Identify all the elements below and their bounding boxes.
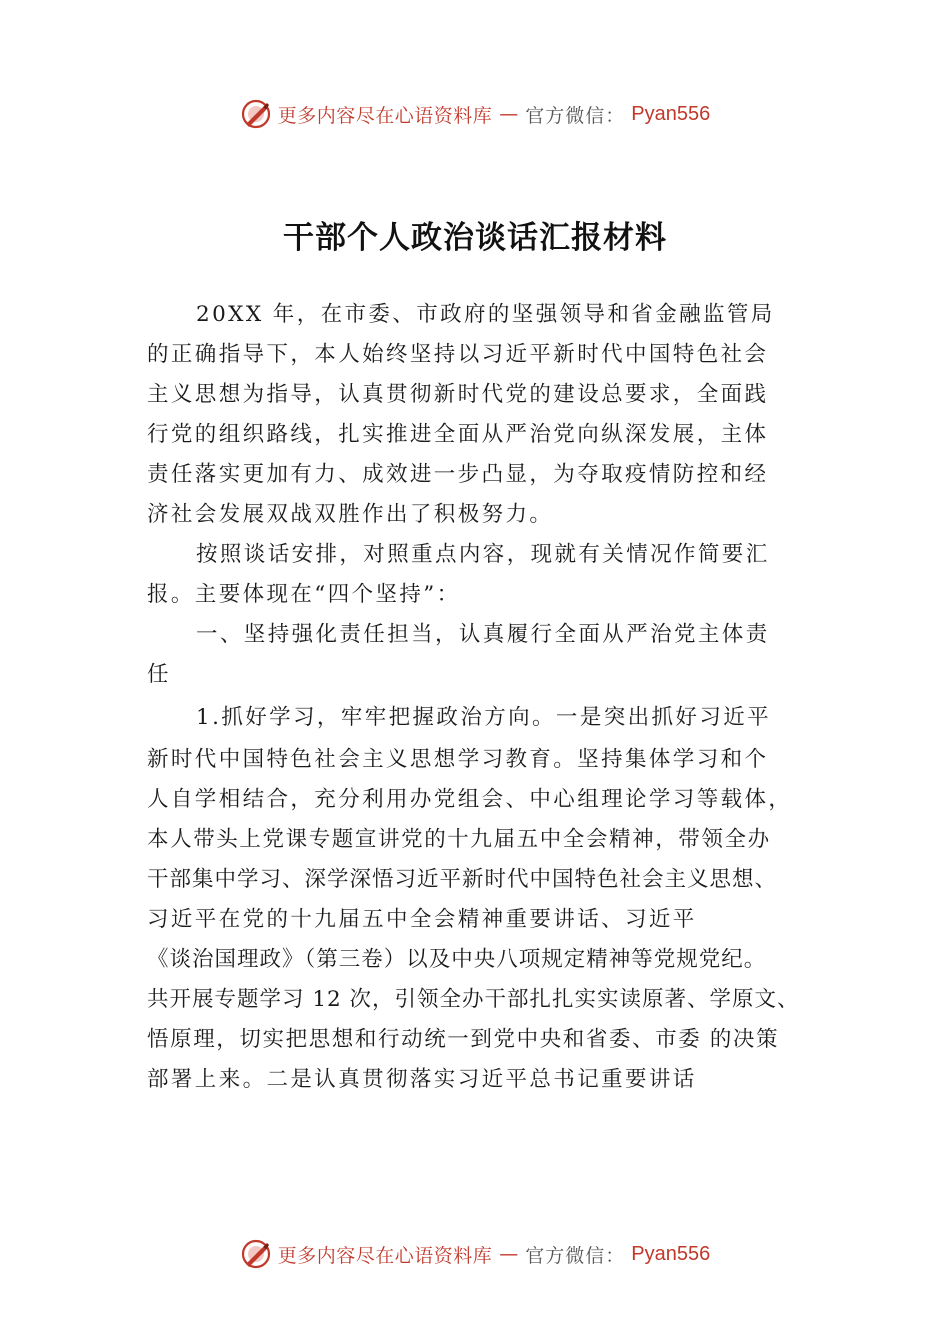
body-line: 1.抓好学习，牢牢把握政治方向。一是突出抓好习近平: [196, 705, 772, 730]
banner-main-text: 更多内容尽在心语资料库: [277, 104, 493, 127]
body-line: 行党的组织路线，扎实推进全面从严治党向纵深发展，主体: [147, 422, 769, 447]
body-line: 济社会发展双战双胜作出了积极努力。: [147, 502, 554, 527]
body-line: 人自学相结合，充分利用办党组会、中心组理论学习等载体，: [147, 787, 793, 812]
header-watermark: [0, 94, 950, 134]
body-line: 责任落实更加有力、成效进一步凸显，为夺取疫情防控和经: [147, 462, 769, 487]
banner-wechat-id: Pyan556: [631, 102, 711, 125]
body-line: 主义思想为指导，认真贯彻新时代党的建设总要求，全面践: [147, 382, 769, 407]
body-line: 《谈治国理政》（第三卷）以及中央八项规定精神等党规党纪。: [147, 947, 767, 972]
pen-circle-logo-icon: [240, 98, 272, 130]
banner-dash: —: [499, 103, 519, 125]
body-line: 共开展专题学习 12 次，引领全办干部扎扎实实读原著、学原文、: [147, 987, 800, 1012]
banner-wechat-id: Pyan556: [631, 1242, 711, 1265]
banner-dash: —: [499, 1243, 519, 1265]
banner-wechat-label: 官方微信：: [525, 1244, 626, 1267]
section-heading-line: 任: [147, 662, 171, 687]
footer-watermark: [0, 1234, 950, 1274]
section-heading-line: 一、坚持强化责任担当，认真履行全面从严治党主体责: [196, 622, 770, 647]
banner-wechat-label: 官方微信：: [525, 104, 626, 127]
body-line: 悟原理，切实把思想和行动统一到党中央和省委、市委 的决策: [147, 1027, 780, 1052]
body-line: 报。主要体现在“四个坚持”：: [147, 582, 461, 607]
banner-main-text: 更多内容尽在心语资料库: [277, 1244, 493, 1267]
body-line: 的正确指导下，本人始终坚持以习近平新时代中国特色社会: [147, 342, 769, 367]
body-line: 习近平在党的十九届五中全会精神重要讲话、习近平: [147, 907, 697, 932]
body-line: 新时代中国特色社会主义思想学习教育。坚持集体学习和个: [147, 747, 769, 772]
document-title: 干部个人政治谈话汇报材料: [283, 220, 667, 256]
body-line: 部署上来。二是认真贯彻落实习近平总书记重要讲话: [147, 1067, 697, 1092]
pen-circle-logo-icon: [240, 1238, 272, 1270]
body-line: 按照谈话安排，对照重点内容，现就有关情况作简要汇: [196, 542, 770, 567]
body-line: 干部集中学习、深学深悟习近平新时代中国特色社会主义思想、: [147, 867, 778, 892]
body-line: 本人带头上党课专题宣讲党的十九届五中全会精神，带领全办: [147, 827, 771, 852]
body-line: 20XX 年，在市委、市政府的坚强领导和省金融监管局: [196, 302, 775, 327]
